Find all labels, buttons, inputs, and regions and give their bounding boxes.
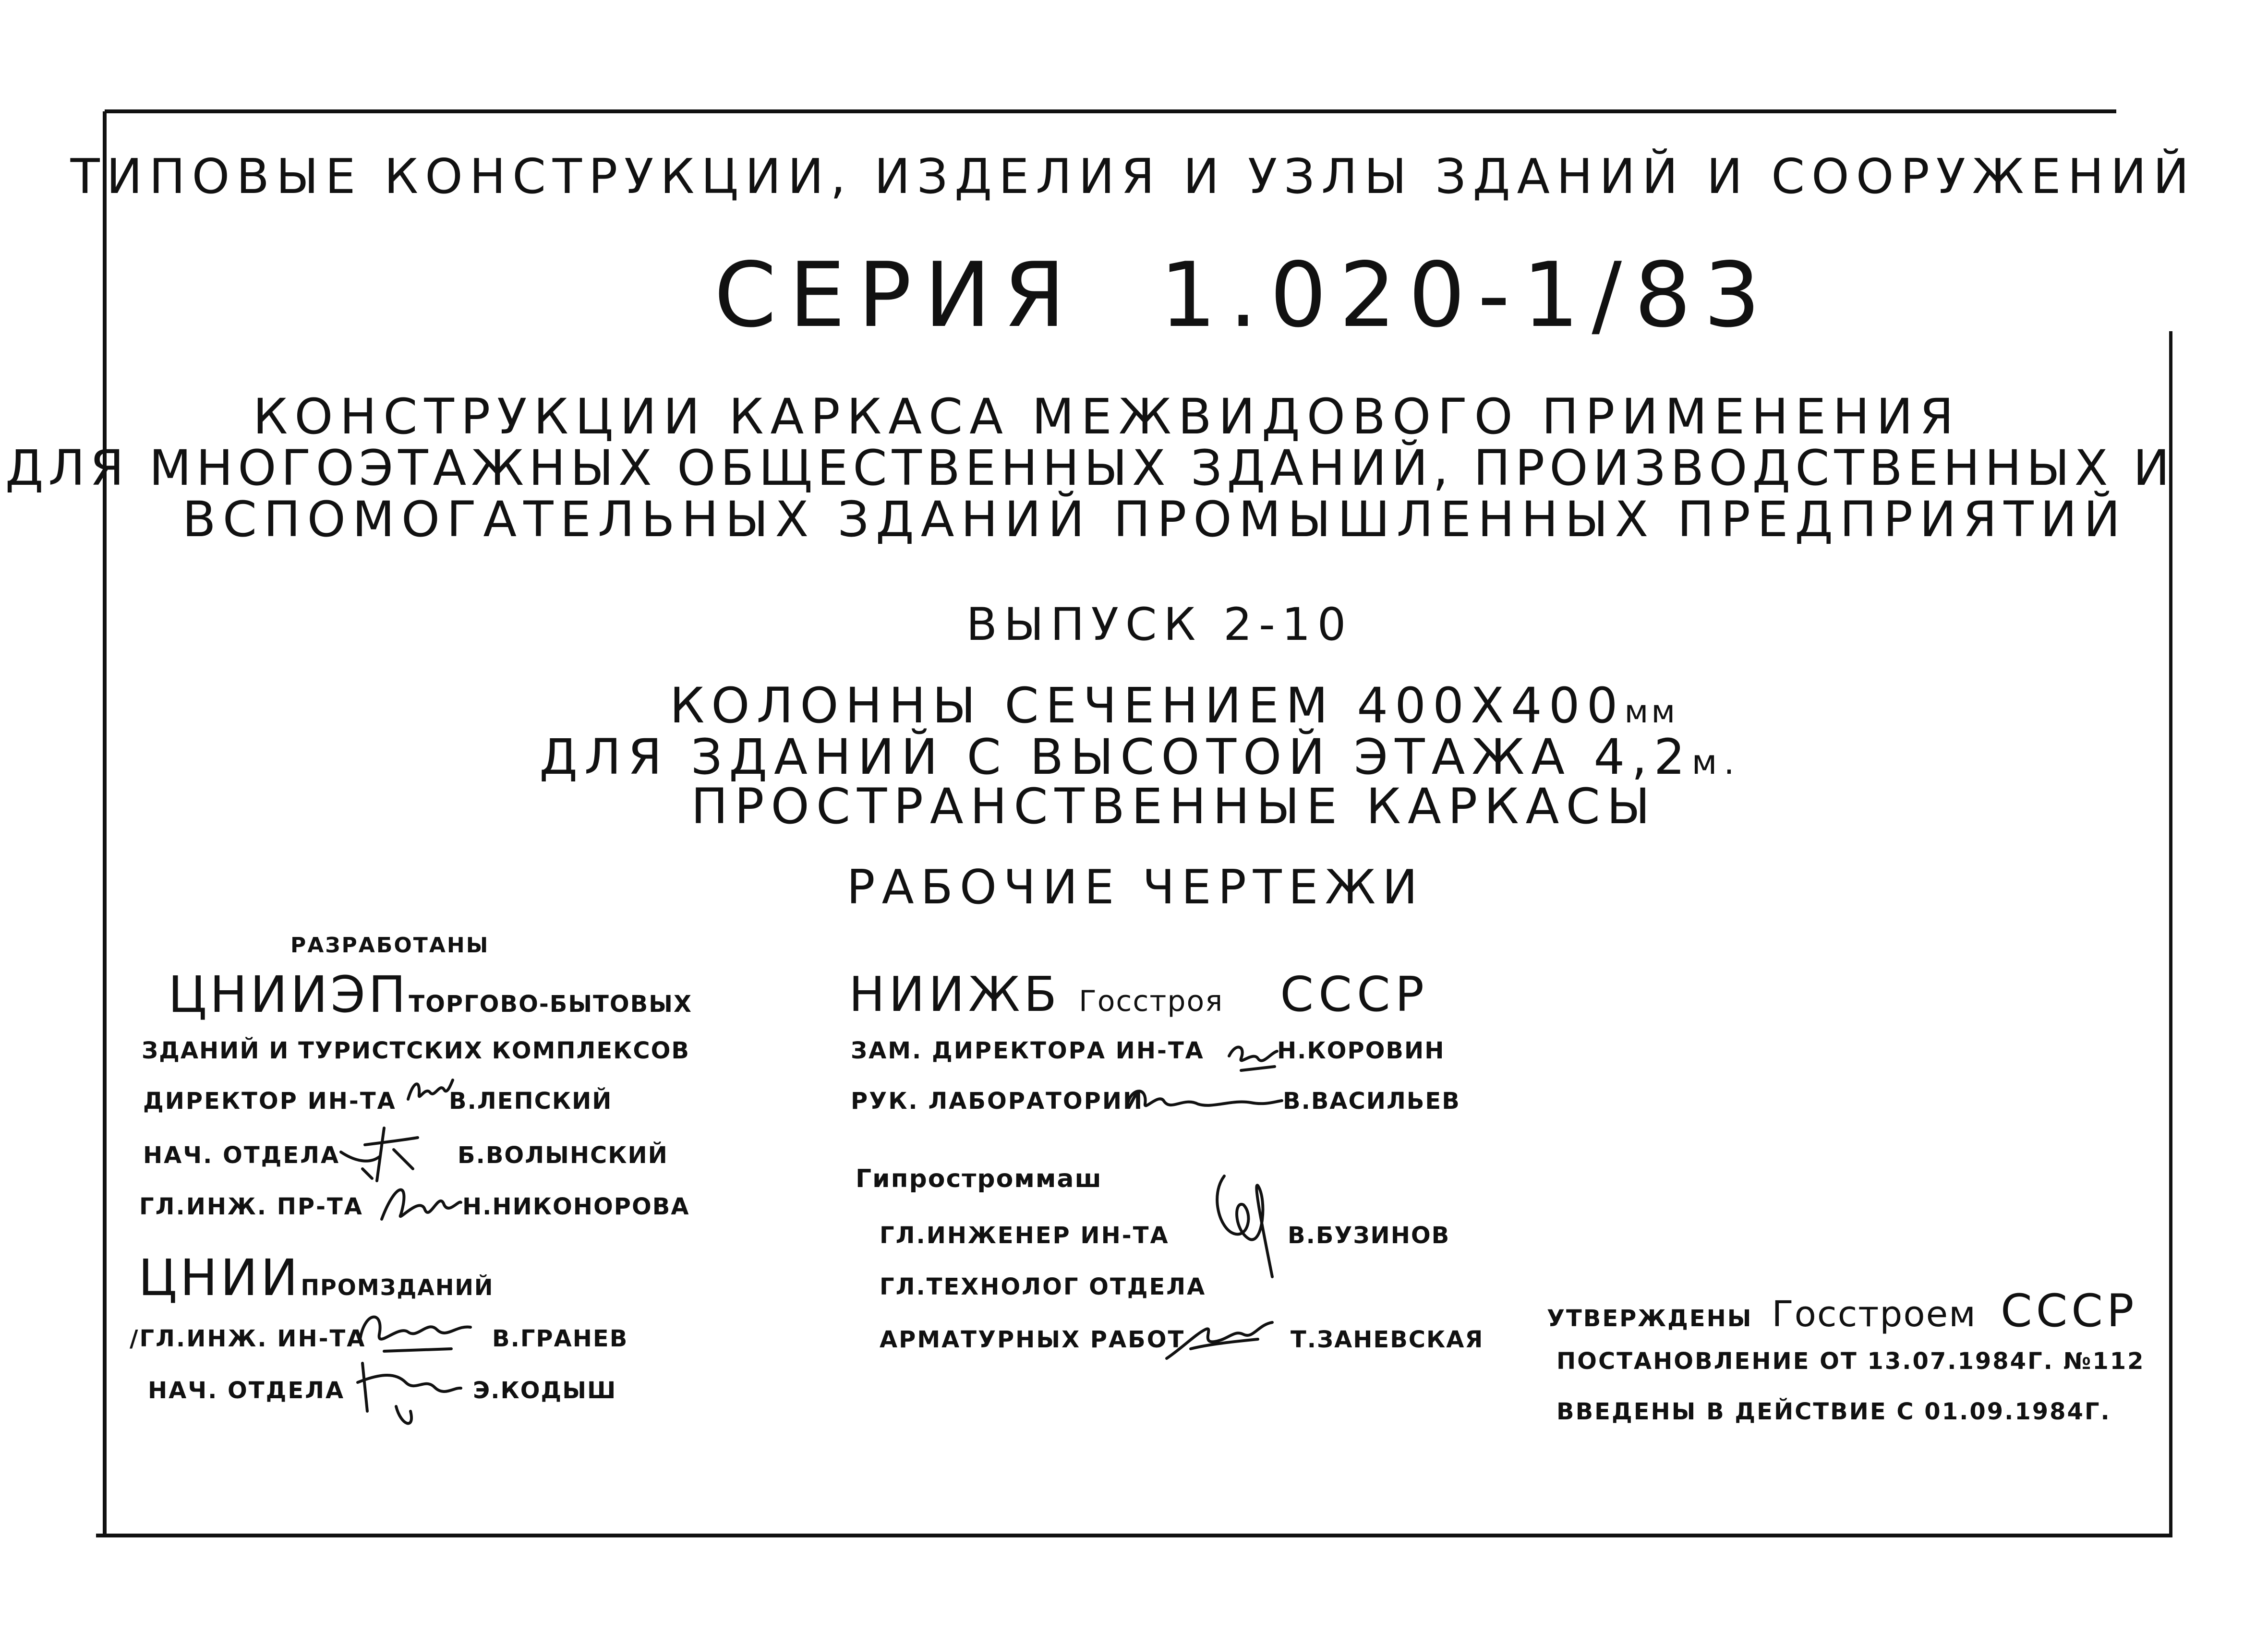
- title-line-3: ВСПОМОГАТЕЛЬНЫХ ЗДАНИЙ ПРОМЫШЛЕННЫХ ПРЕДПРИЯТИЙ: [182, 491, 2127, 548]
- signature-lepsky: [406, 1073, 454, 1111]
- org1-row-1-position: ДИРЕКТОР ИН-ТА: [143, 1088, 397, 1115]
- org3-row-2-position: РУК. ЛАБОРАТОРИИ: [851, 1088, 1144, 1115]
- signature-korovin: [1227, 1037, 1279, 1075]
- signature-nikonorova: [377, 1176, 463, 1229]
- signature-zanevskaya: [1162, 1315, 1277, 1363]
- org4-row-1-name: В.БУЗИНОВ: [1288, 1222, 1450, 1249]
- subject-line-3: ПРОСТРАНСТВЕННЫЕ КАРКАСЫ: [691, 778, 1657, 835]
- approval-effective-date: ВВЕДЕНЫ В ДЕЙСТВИЕ С 01.09.1984Г.: [1556, 1398, 2111, 1425]
- org3-row-2-name: В.ВАСИЛЬЕВ: [1283, 1088, 1460, 1115]
- org2-row-1-name: В.ГРАНЕВ: [492, 1325, 628, 1352]
- org3-row-1-name: Н.КОРОВИН: [1277, 1037, 1445, 1064]
- approval-country: СССР: [2001, 1285, 2138, 1337]
- org1-heading: [168, 965, 692, 1024]
- frame-left-line: [103, 111, 107, 1537]
- signature-vasilyev: [1126, 1082, 1284, 1116]
- subject-line-1-unit: мм: [1624, 693, 1678, 730]
- org2-row-2-position: НАЧ. ОТДЕЛА: [148, 1377, 345, 1404]
- frame-top-line: [105, 109, 2116, 113]
- org3-heading: [849, 966, 1429, 1022]
- series-group-heading: ТИПОВЫЕ КОНСТРУКЦИИ, ИЗДЕЛИЯ И УЗЛЫ ЗДАНИЙ И СООРУЖЕНИЙ: [70, 148, 2196, 204]
- title-line-2: ДЛЯ МНОГОЭТАЖНЫХ ОБЩЕСТВЕННЫХ ЗДАНИЙ, ПРОИЗВОДСТВЕННЫХ И: [5, 440, 2175, 497]
- document-type: РАБОЧИЕ ЧЕРТЕЖИ: [846, 860, 1424, 915]
- org4-row-3-position: АРМАТУРНЫХ РАБОТ: [880, 1326, 1185, 1353]
- org1-row-3-name: Н.НИКОНОРОВА: [462, 1193, 690, 1220]
- org3-row-1-position: ЗАМ. ДИРЕКТОРА ИН-ТА: [851, 1037, 1205, 1064]
- title-line-1: КОНСТРУКЦИИ КАРКАСА МЕЖВИДОВОГО ПРИМЕНЕНИЯ: [253, 388, 1961, 445]
- org2-heading: [138, 1248, 494, 1307]
- subject-line-2: [539, 729, 1741, 786]
- developed-label: РАЗРАБОТАНЫ: [290, 933, 490, 958]
- org3-name-end: СССР: [1280, 966, 1429, 1022]
- subject-line-1-text: КОЛОННЫ СЕЧЕНИЕМ 400Х400: [669, 677, 1625, 734]
- subject-line-1: [669, 677, 1678, 734]
- org1-row-2-name: Б.ВОЛЫНСКИЙ: [458, 1142, 668, 1169]
- approval-body: Госстроем: [1772, 1294, 1977, 1335]
- series-number: СЕРИЯ 1.020-1/83: [714, 243, 1773, 347]
- org1-row-2-position: НАЧ. ОТДЕЛА: [143, 1142, 340, 1169]
- org2-row-2-name: Э.КОДЫШ: [473, 1377, 617, 1404]
- org1-name: ЦНИИЭП: [168, 965, 409, 1024]
- org1-name-suffix: ТОРГОВО-БЫТОВЫХ: [409, 991, 692, 1018]
- signature-buzinov: [1205, 1171, 1282, 1282]
- frame-right-line: [2169, 331, 2172, 1537]
- org4-row-2-position: ГЛ.ТЕХНОЛОГ ОТДЕЛА: [880, 1273, 1206, 1300]
- org1-name-line-2: ЗДАНИЙ И ТУРИСТСКИХ КОМПЛЕКСОВ: [142, 1037, 690, 1064]
- org1-row-3-position: ГЛ.ИНЖ. ПР-ТА: [139, 1193, 363, 1220]
- frame-bottom-line: [96, 1534, 2172, 1537]
- signature-kodysh: [353, 1354, 463, 1435]
- org4-heading: Гипростроммаш: [856, 1164, 1102, 1193]
- issue-number: ВЫПУСК 2-10: [966, 599, 1353, 651]
- org1-row-1-name: В.ЛЕПСКИЙ: [449, 1088, 613, 1115]
- org3-name: НИИЖБ: [849, 966, 1061, 1022]
- signature-granev: [355, 1306, 475, 1358]
- org2-row-1-position: /ГЛ.ИНЖ. ИН-ТА: [130, 1325, 366, 1352]
- approval-heading: [1547, 1285, 2138, 1337]
- approval-decree: ПОСТАНОВЛЕНИЕ ОТ 13.07.1984Г. №112: [1556, 1348, 2145, 1375]
- org2-name-suffix: ПРОМЗДАНИЙ: [301, 1274, 494, 1300]
- org4-row-3-name: Т.ЗАНЕВСКАЯ: [1291, 1326, 1484, 1353]
- org2-name: ЦНИИ: [138, 1248, 301, 1307]
- org4-row-1-position: ГЛ.ИНЖЕНЕР ИН-ТА: [880, 1222, 1170, 1249]
- org3-name-mid: Госстроя: [1079, 984, 1224, 1018]
- subject-line-2-text: ДЛЯ ЗДАНИЙ С ВЫСОТОЙ ЭТАЖА 4,2: [539, 729, 1692, 786]
- approval-label: УТВЕРЖДЕНЫ: [1547, 1305, 1753, 1332]
- subject-line-2-unit: м.: [1691, 743, 1741, 782]
